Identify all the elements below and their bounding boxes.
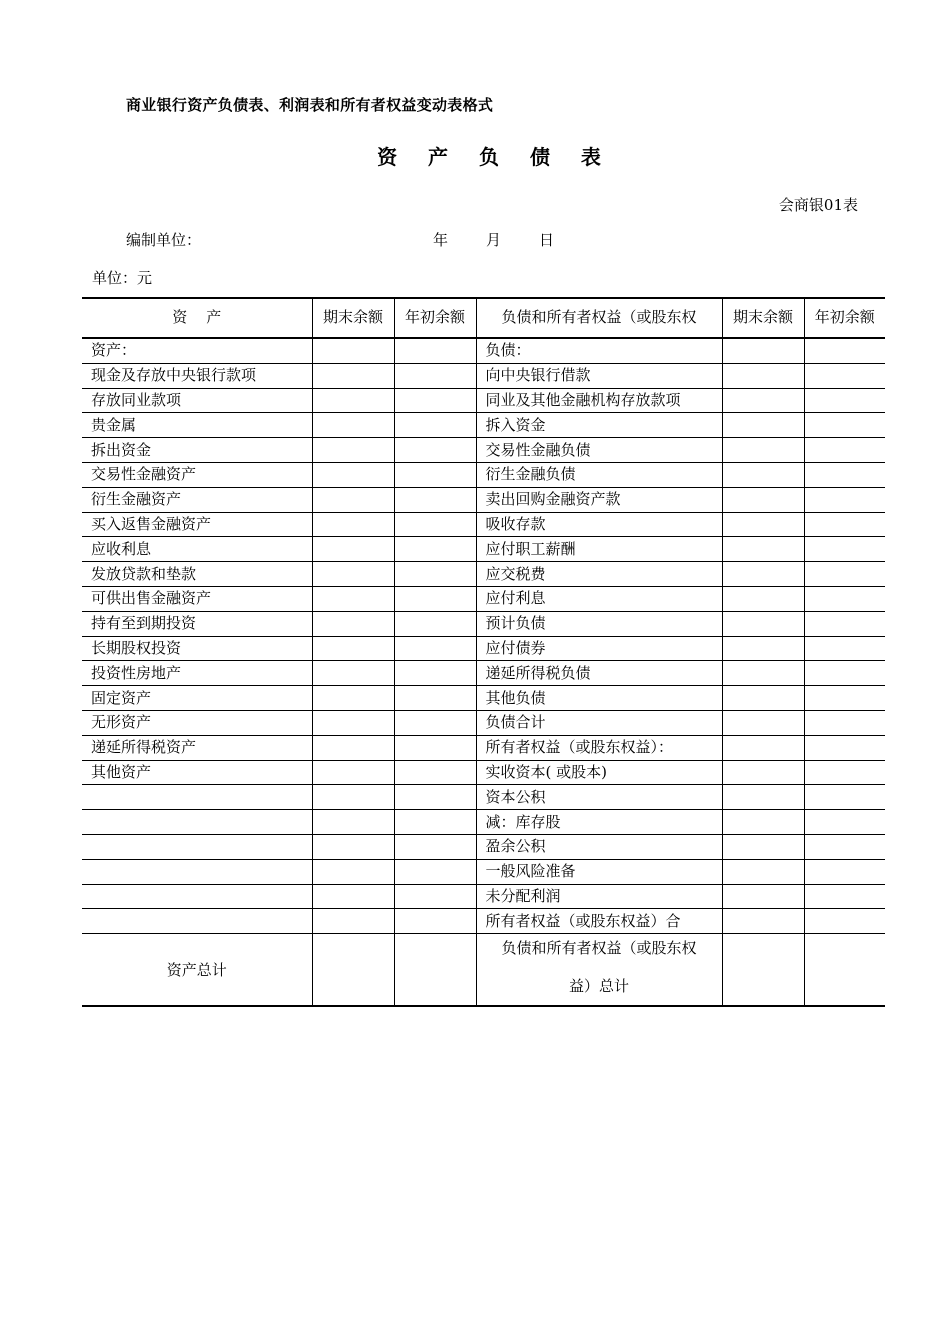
asset-begin-balance-cell [394, 586, 476, 611]
table-row [82, 438, 885, 463]
table-row [82, 785, 885, 810]
liab-end-balance-cell [722, 810, 804, 835]
asset-end-balance-cell [312, 438, 394, 463]
asset-begin-balance-cell [394, 462, 476, 487]
asset-begin-balance-cell [394, 438, 476, 463]
asset-item-label: 固定资产 [82, 686, 312, 711]
table-row [82, 338, 885, 363]
asset-begin-balance-cell [394, 562, 476, 587]
asset-item-label: 其他资产 [82, 760, 312, 785]
asset-end-balance-cell [312, 810, 394, 835]
asset-item-label: 持有至到期投资 [82, 611, 312, 636]
liab-begin-balance-cell [804, 363, 885, 388]
asset-begin-balance-cell [394, 810, 476, 835]
liab-item-label: 盈余公积 [476, 834, 722, 859]
document-title: 资 产 负 债 表 [377, 145, 613, 169]
liab-end-balance-cell [722, 388, 804, 413]
table-row [82, 810, 885, 835]
table-row [82, 636, 885, 661]
liab-item-label: 一般风险准备 [476, 859, 722, 884]
asset-item-label [82, 884, 312, 909]
asset-end-balance-cell [312, 512, 394, 537]
asset-begin-balance-cell [394, 859, 476, 884]
asset-end-balance-cell [312, 661, 394, 686]
asset-item-label: 现金及存放中央银行款项 [82, 363, 312, 388]
liab-item-label: 未分配利润 [476, 884, 722, 909]
asset-begin-balance-cell [394, 338, 476, 363]
asset-begin-balance-cell [394, 760, 476, 785]
total-row [82, 934, 885, 1007]
table-row [82, 884, 885, 909]
liab-begin-balance-cell [804, 611, 885, 636]
liab-item-label: 预计负债 [476, 611, 722, 636]
table-row [82, 586, 885, 611]
asset-item-label: 交易性金融资产 [82, 462, 312, 487]
date-month: 月 [486, 231, 502, 249]
asset-end-balance-cell [312, 363, 394, 388]
asset-end-balance-cell [312, 586, 394, 611]
liab-begin-balance-cell [804, 859, 885, 884]
table-row [82, 735, 885, 760]
liab-end-balance-cell [722, 363, 804, 388]
liab-begin-balance-cell [804, 909, 885, 934]
liab-begin-balance-cell [804, 512, 885, 537]
liab-item-label: 所有者权益（或股东权益）： [476, 735, 722, 760]
liab-end-balance-cell [722, 785, 804, 810]
table-row [82, 562, 885, 587]
asset-begin-balance-cell [394, 710, 476, 735]
asset-begin-balance-cell [394, 537, 476, 562]
liab-begin-balance-cell [804, 636, 885, 661]
table-row [82, 909, 885, 934]
liab-end-balance-cell [722, 884, 804, 909]
liab-item-label: 资本公积 [476, 785, 722, 810]
table-row [82, 512, 885, 537]
asset-end-balance-cell [312, 884, 394, 909]
balance-sheet-table [82, 297, 885, 1007]
date-day: 日 [539, 231, 555, 249]
liab-begin-balance-cell [804, 562, 885, 587]
liab-item-label: 向中央银行借款 [476, 363, 722, 388]
liab-begin-balance-cell [804, 661, 885, 686]
asset-end-balance-cell [312, 462, 394, 487]
asset-item-label [82, 859, 312, 884]
header-end-balance: 期末余额 [312, 298, 394, 338]
asset-total-end-cell [312, 934, 394, 1007]
liab-begin-balance-cell [804, 884, 885, 909]
asset-begin-balance-cell [394, 636, 476, 661]
liab-begin-balance-cell [804, 810, 885, 835]
table-row [82, 611, 885, 636]
asset-end-balance-cell [312, 909, 394, 934]
form-code: 会商银01表 [778, 196, 858, 214]
liab-end-balance-cell [722, 462, 804, 487]
asset-item-label: 存放同业款项 [82, 388, 312, 413]
liab-end-balance-cell [722, 909, 804, 934]
asset-begin-balance-cell [394, 363, 476, 388]
header-begin-balance: 年初余额 [394, 298, 476, 338]
asset-item-label: 贵金属 [82, 413, 312, 438]
asset-end-balance-cell [312, 562, 394, 587]
asset-end-balance-cell [312, 710, 394, 735]
liab-begin-balance-cell [804, 338, 885, 363]
liab-begin-balance-cell [804, 438, 885, 463]
liab-begin-balance-cell [804, 785, 885, 810]
liab-total-line2: 益）总计 [568, 977, 629, 996]
table-row [82, 413, 885, 438]
liab-end-balance-cell [722, 512, 804, 537]
asset-total-begin-cell [394, 934, 476, 1007]
liab-end-balance-cell [722, 562, 804, 587]
liab-item-label: 实收资本( 或股本) [476, 760, 722, 785]
asset-end-balance-cell [312, 686, 394, 711]
liab-item-label: 同业及其他金融机构存放款项 [476, 388, 722, 413]
table-row [82, 859, 885, 884]
date-year: 年 [433, 231, 449, 249]
liab-end-balance-cell [722, 413, 804, 438]
liab-item-label: 负债合计 [476, 710, 722, 735]
liab-total-line1: 负债和所有者权益（或股东权 [501, 939, 697, 958]
asset-end-balance-cell [312, 413, 394, 438]
table-row [82, 462, 885, 487]
prepared-by-label: 编制单位： [126, 231, 202, 249]
asset-item-label: 衍生金融资产 [82, 487, 312, 512]
asset-begin-balance-cell [394, 735, 476, 760]
asset-total-label: 资产总计 [82, 934, 312, 1007]
liab-item-label: 递延所得税负债 [476, 661, 722, 686]
liab-item-label: 应付债券 [476, 636, 722, 661]
liab-end-balance-cell [722, 760, 804, 785]
asset-item-label: 递延所得税资产 [82, 735, 312, 760]
asset-item-label: 无形资产 [82, 710, 312, 735]
asset-end-balance-cell [312, 859, 394, 884]
asset-end-balance-cell [312, 487, 394, 512]
liab-item-label: 应交税费 [476, 562, 722, 587]
header-end-balance-2: 期末余额 [722, 298, 804, 338]
liab-end-balance-cell [722, 338, 804, 363]
table-row [82, 760, 885, 785]
liab-item-label: 负债： [476, 338, 722, 363]
liab-end-balance-cell [722, 438, 804, 463]
table-header-row [82, 298, 885, 338]
asset-end-balance-cell [312, 388, 394, 413]
liab-end-balance-cell [722, 661, 804, 686]
asset-item-label [82, 810, 312, 835]
asset-end-balance-cell [312, 636, 394, 661]
asset-item-label: 长期股权投资 [82, 636, 312, 661]
asset-item-label: 买入返售金融资产 [82, 512, 312, 537]
liab-begin-balance-cell [804, 413, 885, 438]
liab-begin-balance-cell [804, 586, 885, 611]
asset-begin-balance-cell [394, 388, 476, 413]
liab-end-balance-cell [722, 487, 804, 512]
liab-end-balance-cell [722, 611, 804, 636]
asset-end-balance-cell [312, 834, 394, 859]
liab-begin-balance-cell [804, 686, 885, 711]
table-row [82, 834, 885, 859]
document-heading: 商业银行资产负债表、利润表和所有者权益变动表格式 [126, 96, 494, 114]
asset-begin-balance-cell [394, 909, 476, 934]
asset-item-label [82, 834, 312, 859]
asset-end-balance-cell [312, 735, 394, 760]
table-row [82, 388, 885, 413]
asset-begin-balance-cell [394, 884, 476, 909]
header-begin-balance-2: 年初余额 [804, 298, 885, 338]
asset-begin-balance-cell [394, 686, 476, 711]
liab-end-balance-cell [722, 834, 804, 859]
asset-end-balance-cell [312, 785, 394, 810]
liab-end-balance-cell [722, 636, 804, 661]
asset-end-balance-cell [312, 611, 394, 636]
asset-begin-balance-cell [394, 834, 476, 859]
liab-total-label [476, 934, 722, 1007]
unit-label: 单位：元 [92, 269, 153, 287]
asset-begin-balance-cell [394, 413, 476, 438]
asset-begin-balance-cell [394, 785, 476, 810]
table-row [82, 661, 885, 686]
liab-item-label: 卖出回购金融资产款 [476, 487, 722, 512]
liab-total-end-cell [722, 934, 804, 1007]
liab-item-label: 所有者权益（或股东权益）合 [476, 909, 722, 934]
liab-begin-balance-cell [804, 834, 885, 859]
liab-item-label: 衍生金融负债 [476, 462, 722, 487]
liab-end-balance-cell [722, 537, 804, 562]
asset-item-label [82, 785, 312, 810]
asset-end-balance-cell [312, 338, 394, 363]
header-liabilities-equity: 负债和所有者权益（或股东权 [476, 298, 722, 338]
liab-item-label: 应付利息 [476, 586, 722, 611]
date-line [433, 229, 554, 250]
liab-item-label: 其他负债 [476, 686, 722, 711]
table-row [82, 363, 885, 388]
liab-end-balance-cell [722, 735, 804, 760]
liab-end-balance-cell [722, 586, 804, 611]
liab-begin-balance-cell [804, 487, 885, 512]
table-row [82, 537, 885, 562]
liab-end-balance-cell [722, 686, 804, 711]
liab-begin-balance-cell [804, 388, 885, 413]
asset-item-label [82, 909, 312, 934]
asset-item-label: 拆出资金 [82, 438, 312, 463]
header-assets: 资 产 [82, 298, 312, 338]
asset-item-label: 投资性房地产 [82, 661, 312, 686]
liab-item-label: 吸收存款 [476, 512, 722, 537]
liab-item-label: 减：库存股 [476, 810, 722, 835]
asset-item-label: 应收利息 [82, 537, 312, 562]
liab-begin-balance-cell [804, 735, 885, 760]
asset-item-label: 发放贷款和垫款 [82, 562, 312, 587]
liab-begin-balance-cell [804, 537, 885, 562]
liab-end-balance-cell [722, 859, 804, 884]
asset-end-balance-cell [312, 760, 394, 785]
asset-item-label: 资产： [82, 338, 312, 363]
liab-begin-balance-cell [804, 462, 885, 487]
table-row [82, 487, 885, 512]
liab-item-label: 拆入资金 [476, 413, 722, 438]
asset-begin-balance-cell [394, 611, 476, 636]
asset-begin-balance-cell [394, 661, 476, 686]
liab-end-balance-cell [722, 710, 804, 735]
asset-begin-balance-cell [394, 512, 476, 537]
liab-begin-balance-cell [804, 710, 885, 735]
asset-item-label: 可供出售金融资产 [82, 586, 312, 611]
liab-total-begin-cell [804, 934, 885, 1007]
liab-item-label: 交易性金融负债 [476, 438, 722, 463]
asset-end-balance-cell [312, 537, 394, 562]
liab-begin-balance-cell [804, 760, 885, 785]
liab-item-label: 应付职工薪酬 [476, 537, 722, 562]
table-row [82, 710, 885, 735]
asset-begin-balance-cell [394, 487, 476, 512]
table-row [82, 686, 885, 711]
